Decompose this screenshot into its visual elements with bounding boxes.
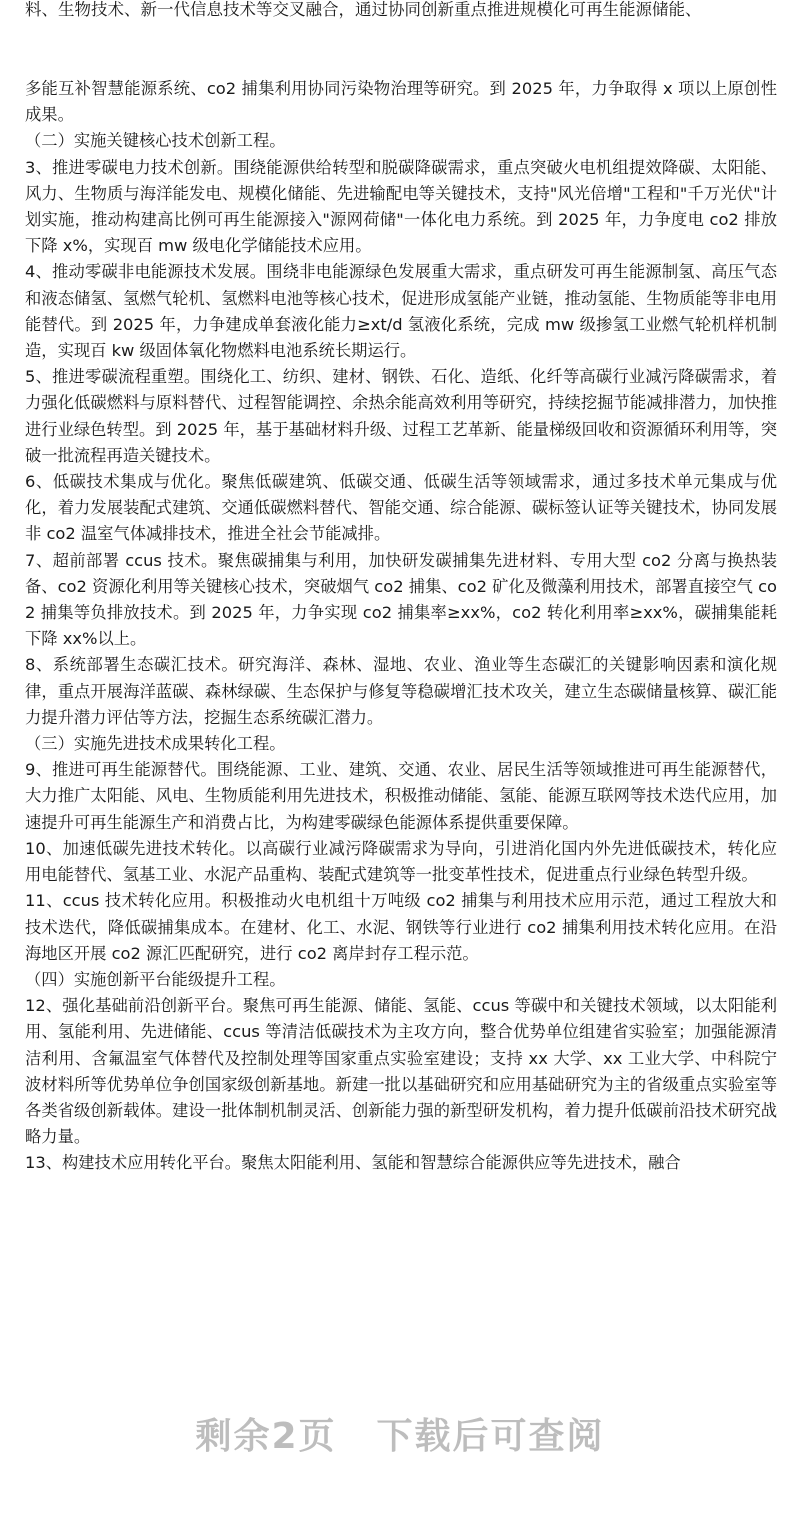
top-fragment-line: 料、生物技术、新一代信息技术等交叉融合，通过协同创新重点推进规模化可再生能源储能、	[25, 0, 702, 19]
paragraph: 3、推进零碳电力技术创新。围绕能源供给转型和脱碳降碳需求，重点突破火电机组提效降碳、太阳能、风力、生物质与海洋能发电、规模化储能、先进输配电等关键技术，支持"风光倍增"工程和"千万光伏"计划实施，推动构建高比例可再生能源接入"源网荷储"一体化电力系统。到 2025 年，力争度电 co2 排放下降 x%，实现百 mw 级电化学储能技术应用。	[25, 157, 777, 256]
previous-page-fragment	[0, 0, 800, 30]
page-break-gap	[0, 30, 800, 74]
download-to-view-text: 下载后可查阅	[376, 1416, 605, 1457]
remaining-pages-text: 剩余2页	[195, 1416, 337, 1457]
paragraph: 8、系统部署生态碳汇技术。研究海洋、森林、湿地、农业、渔业等生态碳汇的关键影响因素和演化规律，重点开展海洋蓝碳、森林绿碳、生态保护与修复等稳碳增汇技术攻关，建立生态碳储量核算、碳汇能力提升潜力评估等方法，挖掘生态系统碳汇潜力。	[25, 655, 777, 727]
paragraph: 4、推动零碳非电能源技术发展。围绕非电能源绿色发展重大需求，重点研发可再生能源制氢、高压气态和液态储氢、氢燃气轮机、氢燃料电池等核心技术，促进形成氢能产业链，推动氢能、生物质能等非电用能替代。到 2025 年，力争建成单套液化能力≥xt/d 氢液化系统，完成 mw 级掺氢工业燃气轮机样机制造，实现百 kw 级固体氧化物燃料电池系统长期运行。	[25, 262, 777, 361]
paragraph: 多能互补智慧能源系统、co2 捕集利用协同污染物治理等研究。到 2025 年，力争取得 x 项以上原创性成果。	[25, 79, 777, 125]
section-heading: （四）实施创新平台能级提升工程。	[25, 969, 286, 989]
paragraph: 9、推进可再生能源替代。围绕能源、工业、建筑、交通、农业、居民生活等领域推进可再生能源替代，大力推广太阳能、风电、生物质能利用先进技术，积极推动储能、氢能、能源互联网等技术迭代应用，加速提升可再生能源生产和消费占比，为构建零碳绿色能源体系提供重要保障。	[25, 760, 777, 832]
remaining-pages-banner[interactable]	[0, 1408, 800, 1459]
paragraph: 12、强化基础前沿创新平台。聚焦可再生能源、储能、氢能、ccus 等碳中和关键技术领域，以太阳能利用、氢能利用、先进储能、ccus 等清洁低碳技术为主攻方向，整合优势单位组建省实验室；加强能源清洁利用、含氟温室气体替代及控制处理等国家重点实验室建设；支持 xx 大学、xx 工业大学、中科院宁波材料所等优势单位争创国家级创新基地。新建一批以基础研究和应用基础研究为主的省级重点实验室等各类省级创新载体。建设一批体制机制灵活、创新能力强的新型研发机构，着力提升低碳前沿技术研究战略力量。	[25, 996, 777, 1147]
paragraph: 6、低碳技术集成与优化。聚焦低碳建筑、低碳交通、低碳生活等领域需求，通过多技术单元集成与优化，着力发展装配式建筑、交通低碳燃料替代、智能交通、综合能源、碳标签认证等关键技术，协同发展非 co2 温室气体减排技术，推进全社会节能减排。	[25, 472, 777, 544]
paragraph: 11、ccus 技术转化应用。积极推动火电机组十万吨级 co2 捕集与利用技术应用示范，通过工程放大和技术迭代，降低碳捕集成本。在建材、化工、水泥、钢铁等行业进行 co2 捕集利用技术转化应用。在沿海地区开展 co2 源汇匹配研究，进行 co2 离岸封存工程示范。	[25, 891, 777, 963]
document-body	[25, 76, 777, 1177]
paragraph: 7、超前部署 ccus 技术。聚焦碳捕集与利用，加快研发碳捕集先进材料、专用大型 co2 分离与换热装备、co2 资源化利用等关键核心技术，突破烟气 co2 捕集、co2 矿化及微藻利用技术，部署直接空气 co2 捕集等负排放技术。到 2025 年，力争实现 co2 捕集率≥xx%，co2 转化利用率≥xx%，碳捕集能耗下降 xx%以上。	[25, 550, 777, 649]
paragraph: 5、推进零碳流程重塑。围绕化工、纺织、建材、钢铁、石化、造纸、化纤等高碳行业减污降碳需求，着力强化低碳燃料与原料替代、过程智能调控、余热余能高效利用等研究，持续挖掘节能减排潜力，加快推进行业绿色转型。到 2025 年，基于基础材料升级、过程工艺革新、能量梯级回收和资源循环利用等，突破一批流程再造关键技术。	[25, 367, 777, 465]
section-heading: （二）实施关键核心技术创新工程。	[25, 131, 286, 151]
paragraph: 10、加速低碳先进技术转化。以高碳行业减污降碳需求为导向，引进消化国内外先进低碳技术，转化应用电能替代、氢基工业、水泥产品重构、装配式建筑等一批变革性技术，促进重点行业绿色转型升级。	[25, 838, 777, 885]
paragraph: 13、构建技术应用转化平台。聚焦太阳能利用、氢能和智慧综合能源供应等先进技术，融合	[25, 1153, 681, 1173]
section-heading: （三）实施先进技术成果转化工程。	[25, 734, 286, 754]
